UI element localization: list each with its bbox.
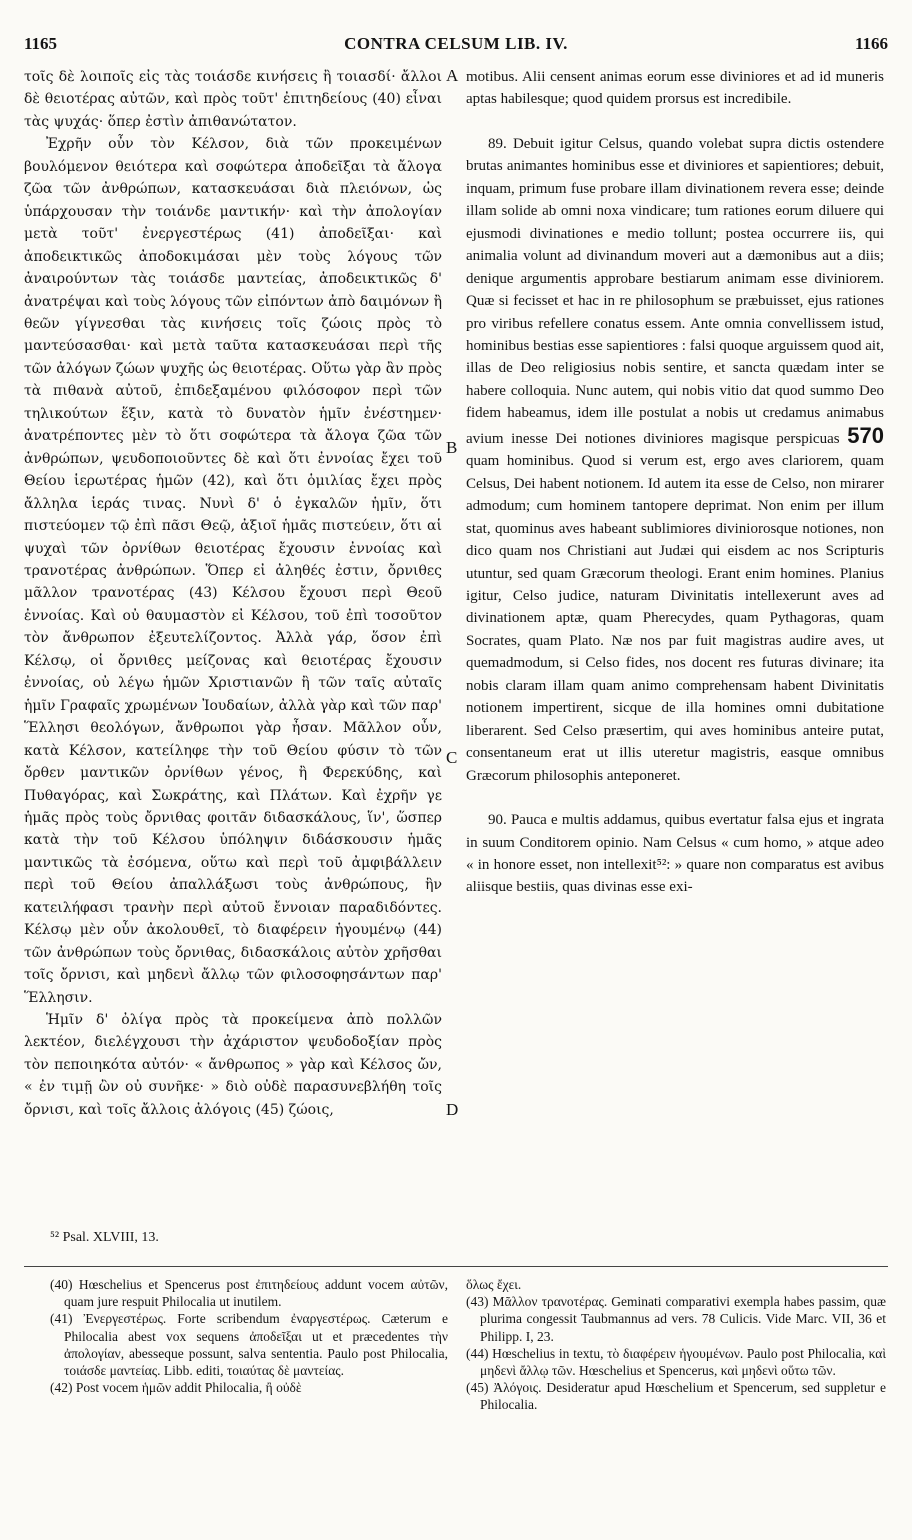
greek-paragraph-1: τοῖς δὲ λοιποῖς εἰς τὰς τοιάσδε κινήσεις ἢ τοιασδί· ἄλλοι δὲ θειοτέρας αὐτῶν, καὶ πρὸς τοῦτ' ἐπιτηδείους (40) εἶναι τὰς ψυχάς· ὅπερ ἐστὶν ἀπιθανώτατον. — [24, 69, 442, 130]
edition-page-number: 570 — [847, 422, 885, 448]
footnotes-left — [50, 1276, 448, 1396]
footnote-44: (44) Hœschelius in textu, τὸ διαφέρειν ἡγουμένων. Paulo post Philocalia, καὶ μηδενὶ ἄλλῳ τῶν. Hœschelius et Spencerus, καὶ μηδενὶ οὕτω τῶν. — [466, 1345, 886, 1379]
latin-90-text: Pauca e multis addamus, quibus evertatur falsa ejus et ingrata in suum Conditorem opinio. Nam Celsus « cum homo, » atque adeo « in honore esset, non intellexit⁵²: » quare non comparatus est avibus aliisque bestiis, quas divinas esse exi- — [466, 812, 884, 896]
section-number-90: 90. — [488, 812, 507, 829]
margin-marker-d: D — [446, 1100, 459, 1119]
greek-paragraph-3: Ἡμῖν δ' ὀλίγα πρὸς τὰ προκείμενα ἀπὸ πολλῶν λεκτέον, διελέγχουσι τὴν ἀχάριστον ψευδοδοξίαν πρὸς τὸν πεποιηκότα αὐτόν· « ἄνθρωπος » γὰρ καὶ Κέλσος ὤν, « ἐν τιμῇ ὢν οὐ συνῆκε· » διὸ οὐδὲ παρασυνεβλήθη τοῖς ὄρνισι, καὶ τοῖς ἄλλοις ἀλόγοις (45) ζώοις, — [24, 1012, 442, 1118]
latin-paragraph-90 — [466, 809, 884, 899]
scripture-reference-note: ⁵² Psal. XLVIII, 13. — [50, 1230, 159, 1245]
page-header — [24, 34, 888, 56]
footnote-divider — [24, 1266, 888, 1267]
latin-paragraph-89 — [466, 133, 884, 787]
footnote-40: (40) Hœschelius et Spencerus post ἐπιτηδείους addunt vocem αὐτῶν, quam jure respuit Philocalia ut inutilem. — [50, 1277, 448, 1310]
running-title: CONTRA CELSUM LIB. IV. — [344, 34, 568, 53]
greek-paragraph-2: Ἐχρῆν οὖν τὸν Κέλσον, διὰ τῶν προκειμένων βουλόμενον θειότερα καὶ σοφώτερα ἀποδεῖξαι τὰ ἄλογα ζῶα τῶν ἀνθρώπων, κατασκευάσαι διὰ πλειόνων, ὡς ὑπάρχουσαν τὴν τοιάνδε μαντικήν· καὶ τὴν ἀπολογίαν μετὰ τοῦτ' ἐνεργεστέρως (41) ἀποδεῖξαι· καὶ ἀποδεικτικῶς ἀποδοκιμάσαι μὲν τοὺς λόγους τῶν ἀναιρούντων τὰς τοιάσδε μαντείας, ἀποδεικτικῶς δ' ἀνατρέψαι καὶ τοὺς λόγους τῶν εἰπόντων ἀπὸ δαιμόνων ἢ θεῶν γίγνεσθαι τὰς κινήσεις τοῖς ζώοις πρὸς τὸ μαντεύσασθαι· καὶ μετὰ ταῦτα κατασκευάσαι περὶ τῆς τῶν ἀλόγων ζώων ψυχῆς ὡς θειοτέρας. Οὕτω γὰρ ἂν πρὸς τὰ πιθανὰ αὐτοῦ, ἐπιδεξαμένου φιλόσοφον περὶ τῶν τηλικούτων ἕξιν, κατὰ τὸ δυνατὸν ἡμῖν ἐνέστημεν· ἀνατρέποντες μὲν τὸ ὅτι σοφώτερα τὰ ἄλογα ζῶα τῶν ἀνθρώπων, ψευδοποιοῦντες δὲ καὶ ὅτι ἐννοίας ἔχει τοῦ Θείου ἱερωτέρας ἡμῶν (42), καὶ ὅτι ὁμιλίας ἔχει πρὸς ἄλληλα ἱεράς τινας. Νυνὶ δ' ὁ ἐγκαλῶν ἡμῖν, ὅτι πιστεύομεν τῷ ἐπὶ πᾶσι Θεῷ, ἀξιοῖ ἡμᾶς πιστεύειν, ὅτι αἱ ψυχαὶ τῶν ὀρνίθων θειοτέρας ἔχουσιν ἐννοίας καὶ τρανοτέρας ἀνθρώπων. Ὅπερ εἰ ἀληθές ἐστιν, ὄρνιθες μᾶλλον τρανοτέρας (43) Κέλσου ἔχουσι περὶ Θεοῦ ἐννοίας. Καὶ οὐ θαυμαστὸν εἰ Κέλσου, τοῦ ἐπὶ τοσοῦτον τὸν ἄνθρωπον ἐξευτελίζοντος. Ἀλλὰ γάρ, ὅσον ἐπὶ Κέλσῳ, οἱ ὄρνιθες μείζονας καὶ θειοτέρας ἔχουσιν ἐννοίας, οὐ λέγω ἡμῶν Χριστιανῶν ἢ τῶν ταῖς αὐταῖς ἡμῖν Γραφαῖς χρωμένων Ἰουδαίων, ἀλλὰ γὰρ καὶ τῶν παρ' Ἕλλησι θεολόγων, ἄνθρωποι γὰρ ἦσαν. Μᾶλλον οὖν, κατὰ Κέλσον, κατείληφε τὴν τοῦ Θείου φύσιν τὸ τῶν ὄρθεν μαντικῶν ὀρνίθων γένος, ἢ Φερεκύδης, καὶ Πυθαγόρας, καὶ Σωκράτης, καὶ Πλάτων. Καὶ ἐχρῆν γε ἡμᾶς πρὸς τοὺς ὄρνιθας φοιτᾶν διδασκάλους, ἵν', ὥσπερ κατὰ τὴν τοῦ Κέλσου ὑπόληψιν διδάσκουσιν ἡμᾶς μαντικῶς τὰ ἐσόμενα, οὕτω καὶ περὶ τοῦ ἀμφιβάλλειν περὶ τοῦ Θείου ἀπαλλάξωσι τοὺς ἀνθρώπους, ἣν κατειλήφασι τρανὴν περὶ αὐτοῦ ἔννοιαν παραδιδόντες. Κέλσῳ μὲν οὖν ἀκολουθεῖ, τὸ διαφέρειν ἡγουμένῳ (44) τῶν ἀνθρώπων τοὺς ὄρνιθας, διδασκάλοις αὐτὸν χρῆσθαι τοῖς ὄρνισι, καὶ μηδενὶ ἄλλῳ τῶν φιλοσοφησάντων παρ' Ἕλλησιν. — [24, 136, 442, 1006]
footnote-41: (41) Ἐνεργεστέρως. Forte scribendum ἐναργεστέρως. Cæterum e Philocalia abest vox sequens ἀποδεῖξαι ut et præcedentes τὴν ἀπολογίαν, abesseque possunt, salva sententia. Paulo post Philocalia, τοιάσδε μαντείας. Libb. editi, τοιαύτας δὲ μαντείας. — [50, 1311, 448, 1379]
footnote-43: (43) Μᾶλλον τρανοτέρας. Geminati comparativi exempla habes passim, quæ plurima congessit Taubmannus ad vers. 78 Culicis. Vide Marc. VII, 36 et Philipp. I, 23. — [466, 1294, 886, 1344]
section-number-89: 89. — [488, 135, 507, 152]
greek-column — [24, 66, 442, 1121]
footnote-42-continued: ὅλως ἔχει. — [466, 1277, 522, 1292]
latin-89-text-b: quam hominibus. Quod si verum est, ergo aves clariorem, quam Celsus, Dei habent notionem. Id autem ita esse de Celso, non mirarer admodum; cum hominem tantopere deprimat. Non enim per illum stat, quominus aves habeant sublimiores diviniorosque notiones, non dico quam nos Christiani aut Judæi qui eisdem ac nos Scripturis utuntur, sed quam Græcorum theologi. Erant enim homines. Planius igitur, Celso judice, naturam Divinitatis intellexerunt aves ad divinationem aptæ, quam Pherecydes, quam Pythagoras, quam Socrates, quam Plato. Næ nos par fuit magistras audire aves, ut quemadmodum, si Celso fides, nos docent res futuras divinare; ita nobis claram illam quam animo comprehensam habent Divinitatis notionem impertirent, sicque de illa homines omni dubitatione liberarent. Sed Celso præsertim, qui aves hominibus anteire putat, consentaneum erat ut illis uteretur magistris, easque omnibus Græcorum philosophis anteponeret. — [466, 453, 884, 784]
latin-column — [466, 66, 884, 899]
footnotes-right — [466, 1276, 886, 1414]
page-number-left: 1165 — [24, 34, 58, 53]
latin-paragraph-1: motibus. Alii censent animas eorum esse diviniores et ad id muneris aptas habilesque; quod quidem prorsus est incredibile. — [466, 69, 884, 108]
latin-89-text-a: Debuit igitur Celsus, quando volebat supra dictis ostendere brutas animantes hominibus esse et diviniores et sapientiores; debuit, inquam, primum fuse probare illam divinationem revera esse; deinde illam solide ab omni noxa vindicare; tum rationes eorum diluere qui ejusmodi divinationes e medio tollunt; postea occurrere iis, qui animalia volunt ad divinandum moveri aut a dæmonibus aut a diis; denique argumentis approbare bestiarum animam esse diviniorem. Quæ si fecisset et hac in re philosophum se præbuisset, ejus rationes pro viribus refellere conatus essem. Ante omnia convellissem istud, hominibus bestias esse sapientiores : falsi quoque arguissem quod ait, illas de Deo religiosius nobis sentire, et sancta quædam inter se habere colloquia. Nunc autem, qui nobis vitio dat quod summo Deo fidem habeamus, idem ille postulat a nobis ut credamus animabus avium inesse Dei notiones diviniores magisque perspicuas — [466, 135, 885, 447]
footnote-42: (42) Post vocem ἡμῶν addit Philocalia, ἢ οὐδὲ — [50, 1380, 302, 1396]
page-number-right: 1166 — [854, 34, 888, 53]
footnote-45: (45) Ἀλόγοις. Desideratur apud Hœschelium et Spencerum, sed suppletur e Philocalia. — [466, 1380, 886, 1413]
margin-marker-c: C — [446, 748, 458, 767]
margin-marker-a: A — [446, 66, 459, 85]
margin-marker-b: B — [446, 438, 458, 457]
